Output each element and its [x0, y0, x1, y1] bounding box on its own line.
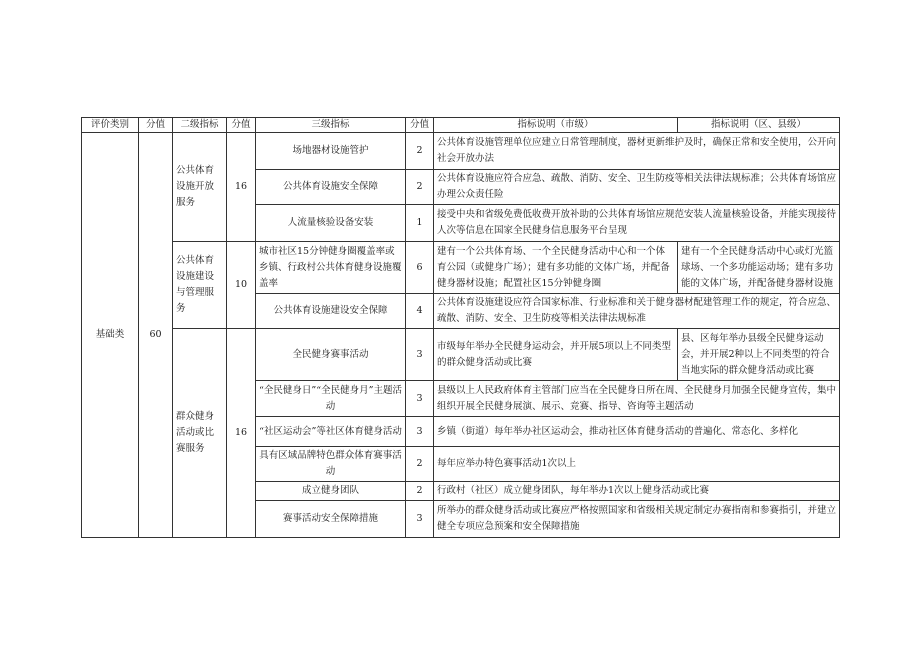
district-description: 建有一个全民健身活动中心或灯光篮球场、一个多功能运动场；建有多功能的文体广场，并配备健身器材设施 — [678, 242, 840, 294]
level3-name: 公共体育设施建设安全保障 — [256, 294, 406, 329]
level3-score: 2 — [406, 447, 434, 482]
city-description: 接受中央和省级免费低收费开放补助的公共体育场馆应规范安装人流量核验设备，并能实现接待人次等信息在国家全民健身信息服务平台呈现 — [434, 205, 840, 242]
table-row — [82, 329, 840, 381]
city-description: 公共体育设施应符合应急、疏散、消防、安全、卫生防疫等相关法律法规标准；公共体育场馆应办理公众责任险 — [434, 170, 840, 205]
level2-score: 16 — [227, 329, 256, 538]
level3-score: 3 — [406, 501, 434, 538]
header-category: 评价类别 — [82, 118, 139, 133]
level3-score: 3 — [406, 381, 434, 417]
header-city-desc: 指标说明（市级） — [434, 118, 678, 133]
level3-name: “社区运动会”等社区体育健身活动 — [256, 417, 406, 447]
header-district-desc: 指标说明（区、县级） — [678, 118, 840, 133]
city-description: 每年应举办特色赛事活动1次以上 — [434, 447, 840, 482]
city-description: 市级每年举办全民健身运动会，并开展5项以上不同类型的群众健身活动或比赛 — [434, 329, 678, 381]
level3-name: 场地器材设施管护 — [256, 133, 406, 170]
level3-name: “全民健身日”“全民健身月”主题活动 — [256, 381, 406, 417]
level3-score: 4 — [406, 294, 434, 329]
level3-name: 成立健身团队 — [256, 482, 406, 501]
level3-score: 2 — [406, 170, 434, 205]
header-level3-score: 分值 — [406, 118, 434, 133]
city-description: 行政村（社区）成立健身团队，每年举办1次以上健身活动或比赛 — [434, 482, 840, 501]
city-description: 公共体育设施管理单位应建立日常管理制度，器材更新维护及时，确保正常和安全使用，公开向社会开放办法 — [434, 133, 840, 170]
header-row — [82, 118, 840, 133]
category-name: 基础类 — [82, 133, 139, 538]
level3-name: 赛事活动安全保障措施 — [256, 501, 406, 538]
city-description: 公共体育设施建设应符合国家标准、行业标准和关于健身器材配建管理工作的规定，符合应急、疏散、消防、安全、卫生防疫等相关法律法规标准 — [434, 294, 840, 329]
level3-score: 6 — [406, 242, 434, 294]
level3-score: 1 — [406, 205, 434, 242]
header-level2: 二级指标 — [173, 118, 227, 133]
city-description: 所举办的群众健身活动或比赛应严格按照国家和省级相关规定制定办赛指南和参赛指引，并建立健全专项应急预案和安全保障措施 — [434, 501, 840, 538]
level2-name: 公共体育设施开放服务 — [173, 133, 227, 242]
level2-name: 公共体育设施建设与管理服务 — [173, 242, 227, 329]
city-description: 县级以上人民政府体育主管部门应当在全民健身日所在周、全民健身月加强全民健身宣传，集中组织开展全民健身展演、展示、竞赛、指导、咨询等主题活动 — [434, 381, 840, 417]
city-description: 乡镇（街道）每年举办社区运动会，推动社区体育健身活动的普遍化、常态化、多样化 — [434, 417, 840, 447]
level3-score: 3 — [406, 329, 434, 381]
level3-name: 公共体育设施安全保障 — [256, 170, 406, 205]
level2-score: 16 — [227, 133, 256, 242]
level3-name: 城市社区15分钟健身圈覆盖率或乡镇、行政村公共体育健身设施覆盖率 — [256, 242, 406, 294]
header-level2-score: 分值 — [227, 118, 256, 133]
evaluation-table — [81, 117, 840, 538]
level2-name: 群众健身活动或比赛服务 — [173, 329, 227, 538]
level3-score: 2 — [406, 482, 434, 501]
level3-score: 2 — [406, 133, 434, 170]
header-level3: 三级指标 — [256, 118, 406, 133]
category-score: 60 — [139, 133, 173, 538]
table-row — [82, 242, 840, 294]
city-description: 建有一个公共体育场、一个全民健身活动中心和一个体育公园（或健身广场）；建有多功能的文体广场，并配备健身器材设施；配置社区15分钟健身圈 — [434, 242, 678, 294]
level2-score: 10 — [227, 242, 256, 329]
level3-score: 3 — [406, 417, 434, 447]
header-score: 分值 — [139, 118, 173, 133]
level3-name: 全民健身赛事活动 — [256, 329, 406, 381]
level3-name: 人流量核验设备安装 — [256, 205, 406, 242]
district-description: 县、区每年举办县级全民健身运动会，并开展2种以上不同类型的符合当地实际的群众健身活动或比赛 — [678, 329, 840, 381]
level3-name: 具有区域品牌特色群众体育赛事活动 — [256, 447, 406, 482]
table-row — [82, 133, 840, 170]
